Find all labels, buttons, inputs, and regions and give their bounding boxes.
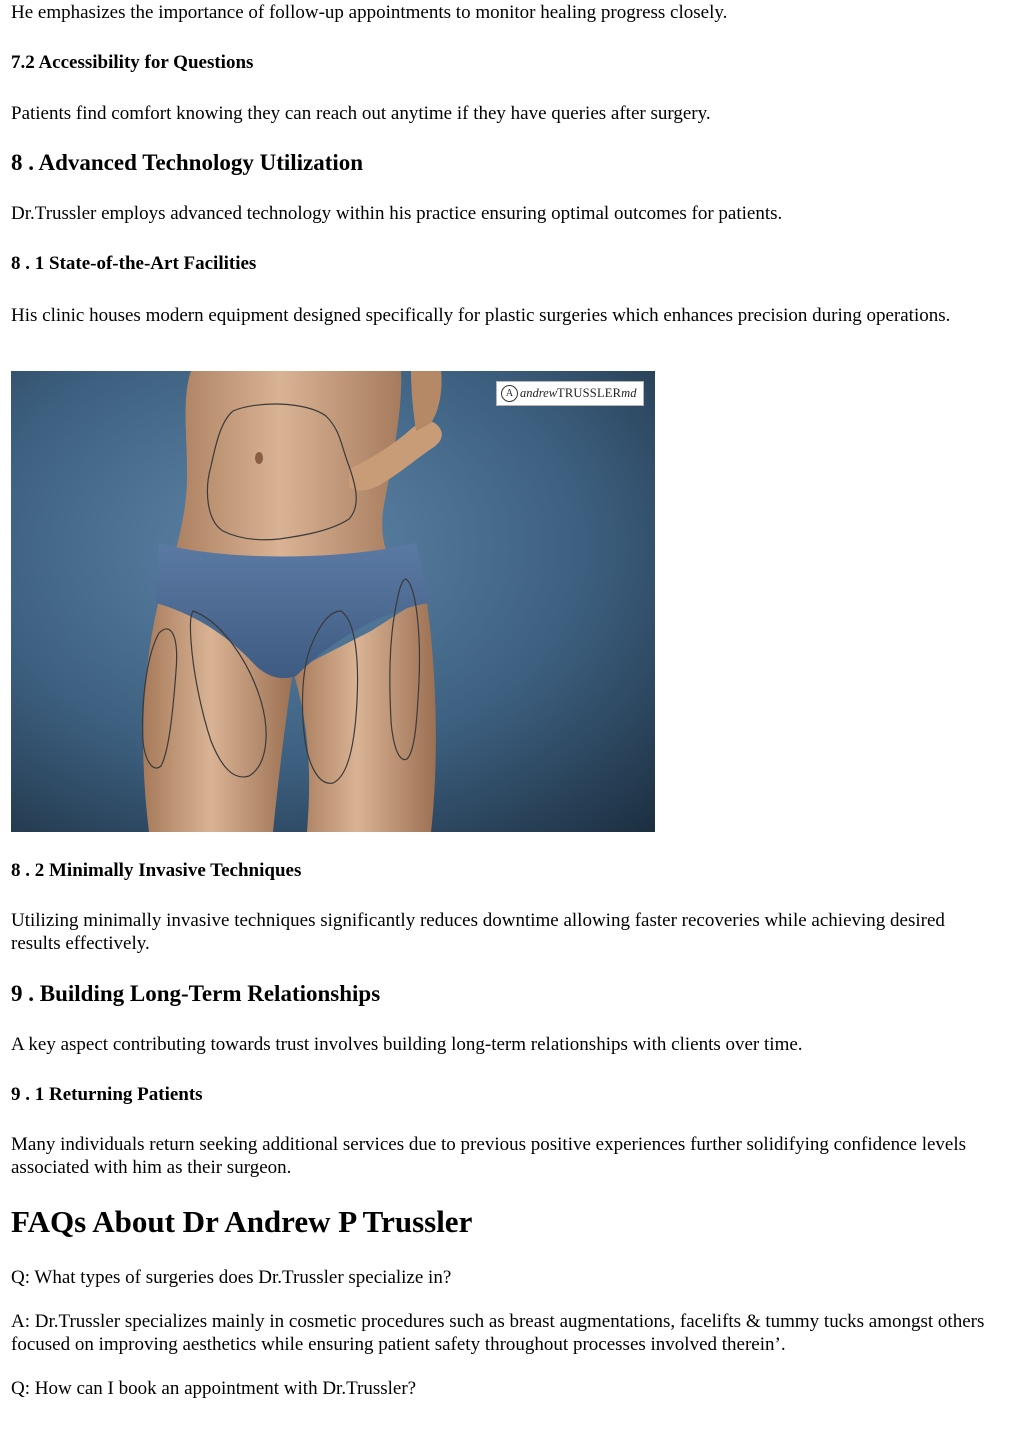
- heading-9: 9 . Building Long-Term Relationships: [11, 981, 381, 1006]
- heading-9-1: 9 . 1 Returning Patients: [11, 1084, 203, 1105]
- photo-illustration: [11, 371, 655, 832]
- faq-question-2: Q: How can I book an appointment with Dr.Trussler?: [11, 1378, 417, 1399]
- heading-8-2: 8 . 2 Minimally Invasive Techniques: [11, 860, 302, 881]
- logo-emblem-icon: A: [501, 385, 518, 402]
- paragraph-8-1: His clinic houses modern equipment designed specifically for plastic surgeries which enhances precision during operations.: [11, 305, 951, 326]
- navel-mark: [255, 452, 263, 464]
- paragraph-follow-up: He emphasizes the importance of follow-up appointments to monitor healing progress closely.: [11, 2, 728, 23]
- heading-8: 8 . Advanced Technology Utilization: [11, 150, 364, 175]
- paragraph-9-1: Many individuals return seeking additional services due to previous positive experiences further solidifying confidence levels associated with him as their surgeon.: [11, 1134, 967, 1178]
- paragraph-7-2: Patients find comfort knowing they can reach out anytime if they have queries after surgery.: [11, 103, 711, 124]
- watermark-logo: [496, 381, 644, 406]
- paragraph-8-2: Utilizing minimally invasive techniques significantly reduces downtime allowing faster recoveries while achieving desired results effectively.: [11, 910, 945, 954]
- body-contouring-photo: [11, 371, 655, 832]
- faq-heading: FAQs About Dr Andrew P Trussler: [11, 1204, 473, 1239]
- faq-question-1: Q: What types of surgeries does Dr.Trussler specialize in?: [11, 1267, 452, 1288]
- logo-wordmark: andrewTRUSSLERmd: [520, 386, 637, 400]
- heading-8-1: 8 . 1 State-of-the-Art Facilities: [11, 253, 257, 274]
- faq-answer-1: A: Dr.Trussler specializes mainly in cosmetic procedures such as breast augmentations, facelifts & tummy tucks amongst others focused on improving aesthetics while ensuring patient safety throughout processes involved therein’.: [11, 1311, 985, 1355]
- heading-7-2: 7.2 Accessibility for Questions: [11, 52, 254, 73]
- paragraph-9: A key aspect contributing towards trust involves building long-term relationships with clients over time.: [11, 1034, 803, 1055]
- paragraph-8: Dr.Trussler employs advanced technology within his practice ensuring optimal outcomes for patients.: [11, 203, 783, 224]
